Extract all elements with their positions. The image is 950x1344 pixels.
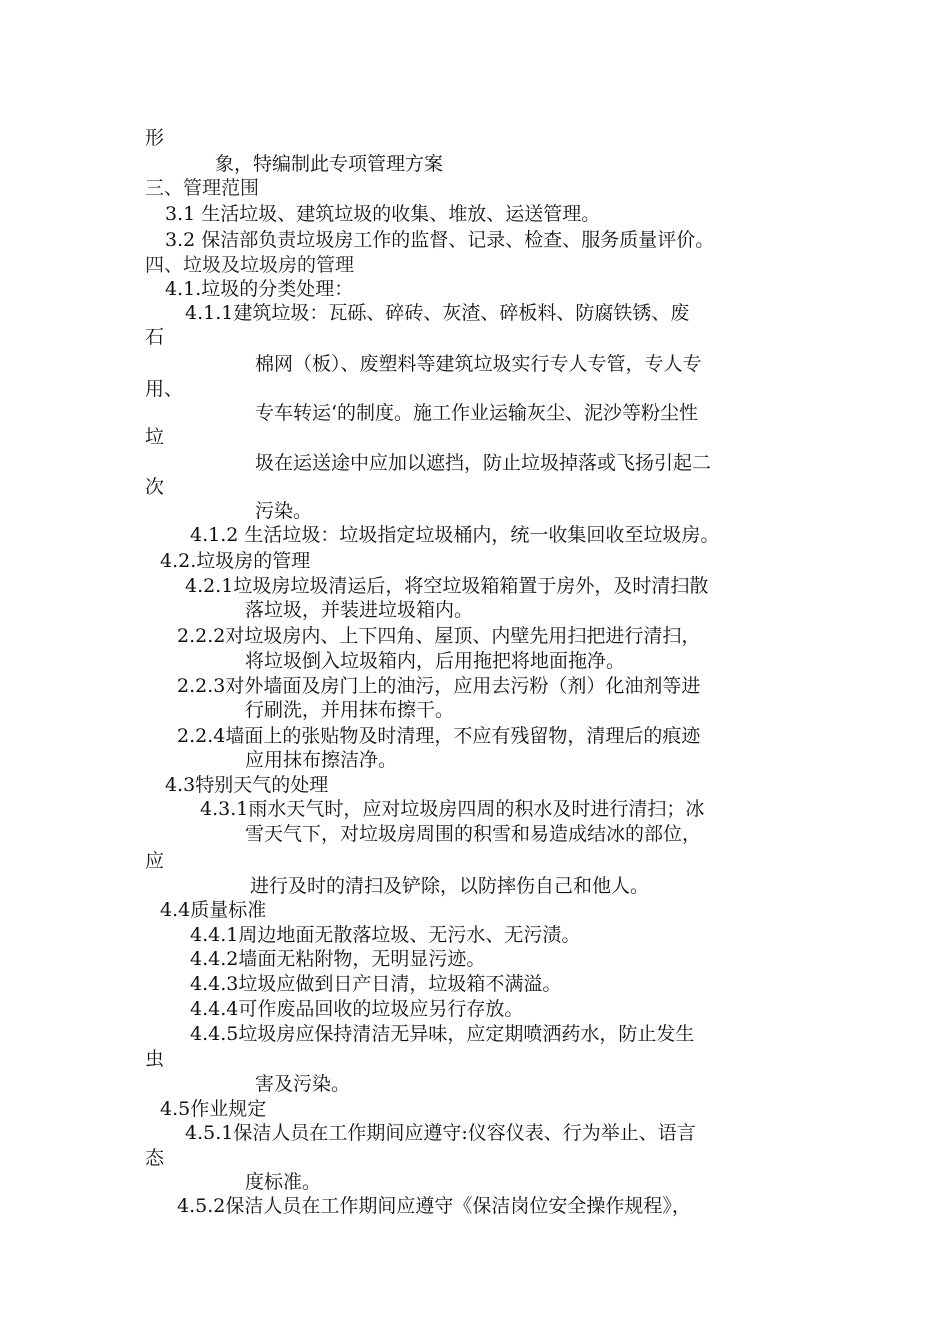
text-line: 象，特编制此专项管理方案 <box>215 153 444 175</box>
text-line: 害及污染。 <box>255 1073 351 1095</box>
text-line: 4.4.3垃圾应做到日产日清，垃圾箱不满溢。 <box>190 973 562 995</box>
text-line: 虫 <box>145 1048 165 1070</box>
text-line: 垃 <box>145 426 165 448</box>
subsection-heading: 4.5作业规定 <box>160 1098 267 1120</box>
text-line: 棉网（板）、废塑料等建筑垃圾实行专人专管，专人专 <box>255 353 702 375</box>
section-heading: 三、管理范围 <box>145 177 260 199</box>
text-line: 用、 <box>145 378 184 400</box>
text-line: 4.1.2 生活垃圾：垃圾指定垃圾桶内，统一收集回收至垃圾房。 <box>190 524 720 546</box>
text-line: 4.4.2墙面无粘附物，无明显污迹。 <box>190 948 486 970</box>
text-line: 4.3.1雨水天气时，应对垃圾房四周的积水及时进行清扫；冰 <box>200 798 705 820</box>
subsection-heading: 4.2.垃圾房的管理 <box>160 550 311 572</box>
text-line: 应 <box>145 850 165 872</box>
text-line: 形 <box>145 127 165 149</box>
text-line: 3.2 保洁部负责垃圾房工作的监督、记录、检查、服务质量评价。 <box>165 229 715 251</box>
subsection-heading: 4.1.垃圾的分类处理： <box>165 278 354 300</box>
text-line: 4.5.2保洁人员在工作期间应遵守《保洁岗位安全操作规程》， <box>177 1195 691 1217</box>
subsection-heading: 4.4质量标准 <box>160 899 267 921</box>
text-line: 污染。 <box>255 500 313 522</box>
text-line: 2.2.4墙面上的张贴物及时清理，不应有残留物，清理后的痕迹 <box>177 725 701 747</box>
text-line: 2.2.3对外墙面及房门上的油污，应用去污粉（剂）化油剂等进 <box>177 675 701 697</box>
subsection-heading: 4.3特别天气的处理 <box>165 774 329 796</box>
text-line: 次 <box>145 476 165 498</box>
text-line: 3.1 生活垃圾、建筑垃圾的收集、堆放、运送管理。 <box>165 203 601 225</box>
text-line: 4.1.1建筑垃圾：瓦砾、碎砖、灰渣、碎板料、防腐铁锈、废 <box>185 302 690 324</box>
text-line: 应用抹布擦洁净。 <box>245 749 398 771</box>
text-line: 4.4.5垃圾房应保持清洁无异味，应定期喷洒药水，防止发生 <box>190 1023 695 1045</box>
text-line: 将垃圾倒入垃圾箱内，后用拖把将地面拖净。 <box>245 650 626 672</box>
text-line: 度标准。 <box>245 1171 322 1193</box>
text-line: 2.2.2对垃圾房内、上下四角、屋顶、内壁先用扫把进行清扫， <box>177 625 701 647</box>
text-line: 4.5.1保洁人员在工作期间应遵守:仪容仪表、行为举止、语言 <box>185 1122 696 1144</box>
text-line: 专车转运‘的制度。施工作业运输灰尘、泥沙等粉尘性 <box>255 402 699 424</box>
text-line: 4.4.1周边地面无散落垃圾、无污水、无污渍。 <box>190 924 581 946</box>
text-line: 进行及时的清扫及铲除，以防摔伤自己和他人。 <box>250 875 650 897</box>
text-line: 雪天气下，对垃圾房周围的积雪和易造成结冰的部位， <box>245 823 702 845</box>
text-line: 行刷洗，并用抹布擦干。 <box>245 699 455 721</box>
text-line: 石 <box>145 326 165 348</box>
text-line: 4.2.1垃圾房垃圾清运后，将空垃圾箱箱置于房外，及时清扫散 <box>185 575 709 597</box>
text-line: 4.4.4可作废品回收的垃圾应另行存放。 <box>190 998 524 1020</box>
text-line: 落垃圾，并装进垃圾箱内。 <box>245 599 474 621</box>
section-heading: 四、垃圾及垃圾房的管理 <box>145 254 355 276</box>
text-line: 圾在运送途中应加以遮挡，防止垃圾掉落或飞扬引起二 <box>255 452 712 474</box>
text-line: 态 <box>145 1147 165 1169</box>
